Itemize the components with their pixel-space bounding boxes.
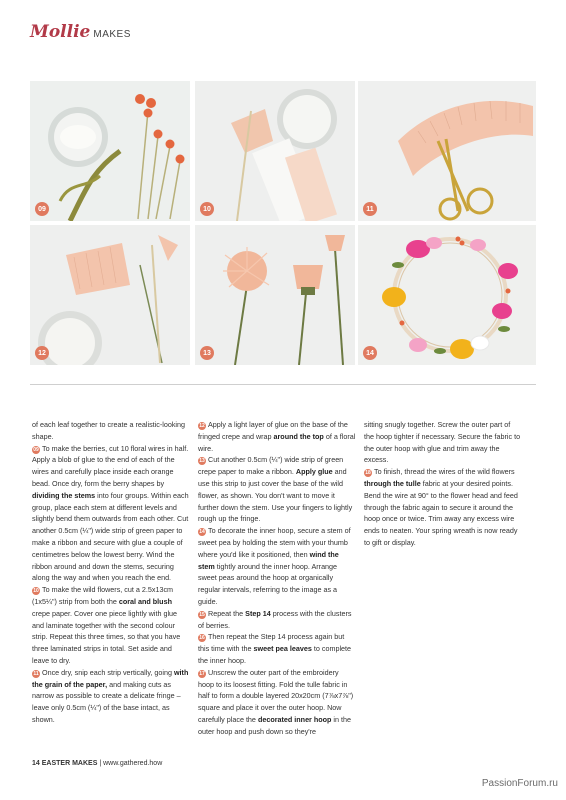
step-16-paragraph: 16 Then repeat the Step 14 process again but this time with the sweet pea leaves to complete the inner hoop.: [198, 632, 352, 665]
step-12-paragraph: 12 Apply a light layer of glue on the base of the fringed crepe and wrap around the top of a floral wire.: [198, 420, 356, 453]
step-photo-10: [195, 81, 355, 221]
brand-logo: Mollie: [30, 22, 91, 42]
step-photo-11: [358, 81, 536, 221]
step-photo-09: [30, 81, 190, 221]
footer-url: www.gathered.how: [103, 760, 163, 767]
step-number-badge: 16: [199, 635, 205, 642]
footer-title: EASTER MAKES: [41, 760, 98, 767]
step-15-paragraph: 15 Repeat the Step 14 process with the clusters of berries.: [198, 608, 352, 630]
step-number-badge: 10: [33, 588, 39, 595]
step-09-paragraph: 09 To make the berries, cut 10 floral wires in half. Apply a blob of glue to the end of each of the wires and carefully place inside each orange bead. Once dry, form the berry shapes by dividing the stems into four groups. Within each group, place each stem at different levels and slightly bend them outwards from each other. Cut another 0.5cm (¼") wide strip of green paper to make a ribbon and secure with glue a couple of centimetres below the lowest berry. Wind the ribbon around and down the stems, securing along the way and when you reach the end.: [32, 443, 189, 583]
paragraph-continued: of each leaf together to create a realistic-looking shape.: [32, 420, 186, 441]
step-number-badge: 11: [363, 202, 377, 216]
step-number-badge: 09: [35, 202, 49, 216]
step-photo-12: [30, 225, 190, 365]
step-18-paragraph: 18 To finish, thread the wires of the wild flowers through the tulle fabric at your desired points. Bend the wire at 90° to the flower head and feed through the fabric again to secure it around the hoop once or twice. Trim away any excess wire ends to neaten. Your spring wreath is now ready to gift or display.: [364, 467, 518, 547]
step-number-badge: 13: [200, 346, 214, 360]
crepe-strip-illustration: [195, 81, 355, 221]
step-number-badge: 10: [200, 202, 214, 216]
wreath-illustration: [358, 225, 536, 365]
text-column-3: [364, 419, 522, 549]
text-column-2: [198, 419, 356, 738]
page-footer: [32, 760, 162, 767]
step-number-badge: 14: [363, 346, 377, 360]
step-10-paragraph: 10 To make the wild flowers, cut a 2.5x13cm (1x5¼") strip from both the coral and blush crepe paper. Cover one piece lightly with glue and laminate together with the second colour strip. Repeat this three times, so that you have three laminated strips in total. Set aside and leave to dry.: [32, 585, 181, 665]
step-number-badge: 12: [35, 346, 49, 360]
step-number-badge: 12: [199, 423, 205, 429]
wild-flowers-illustration: [195, 225, 355, 365]
step-17-paragraph: 17 Unscrew the outer part of the embroidery hoop to its loosest fitting. Fold the tulle fabric in half to form a double layered 20x20cm (7⅞x7⅞") square and place it over the outer hoop. Now carefully place the decorated inner hoop in the outer hoop and push down so they're: [198, 667, 354, 736]
step-photo-14: [358, 225, 536, 365]
step-number-badge: 15: [199, 611, 205, 618]
footer-separator: |: [99, 760, 102, 767]
wrapped-stem-illustration: [30, 225, 190, 365]
berries-glue-illustration: [30, 81, 190, 221]
step-13-paragraph: 13 Cut another 0.5cm (¼") wide strip of green crepe paper to make a ribbon. Apply glue and use this strip to just cover the base of the wild flower, as shown. You don't want to move it further down the stem. Use your fingers to lightly rough up the fringe.: [198, 455, 353, 524]
page-number: 14: [32, 760, 40, 767]
fringe-scissors-illustration: [358, 81, 536, 221]
section-name: MAKES: [93, 29, 131, 40]
magazine-header: [30, 22, 131, 46]
section-divider: [30, 384, 536, 385]
paragraph-continued: sitting snugly together. Screw the outer part of the hoop tighter if necessary. Secure the fabric to the outer hoop with glue and trim away the excess.: [364, 420, 521, 465]
step-number-badge: 09: [33, 446, 39, 453]
step-number-badge: 14: [199, 529, 205, 536]
step-number-badge: 17: [199, 670, 205, 677]
step-11-paragraph: 11 Once dry, snip each strip vertically, going with the grain of the paper, and making cuts as narrow as possible to create a delicate fringe – leave only 0.5cm (¼") of the base intact, as shown.: [32, 667, 189, 724]
step-number-badge: 13: [199, 458, 205, 465]
step-number-badge: 11: [33, 670, 39, 677]
step-14-paragraph: 14 To decorate the inner hoop, secure a stem of sweet pea by holding the stem with your thumb where you'd like it positioned, then wind the stem tightly around the inner hoop. Arrange sweet peas around the hoop at organically regular intervals, referring to the image as a guide.: [198, 526, 351, 606]
step-photo-13: [195, 225, 355, 365]
watermark: PassionForum.ru: [481, 778, 558, 789]
text-column-1: [32, 419, 190, 726]
step-number-badge: 18: [365, 470, 371, 477]
